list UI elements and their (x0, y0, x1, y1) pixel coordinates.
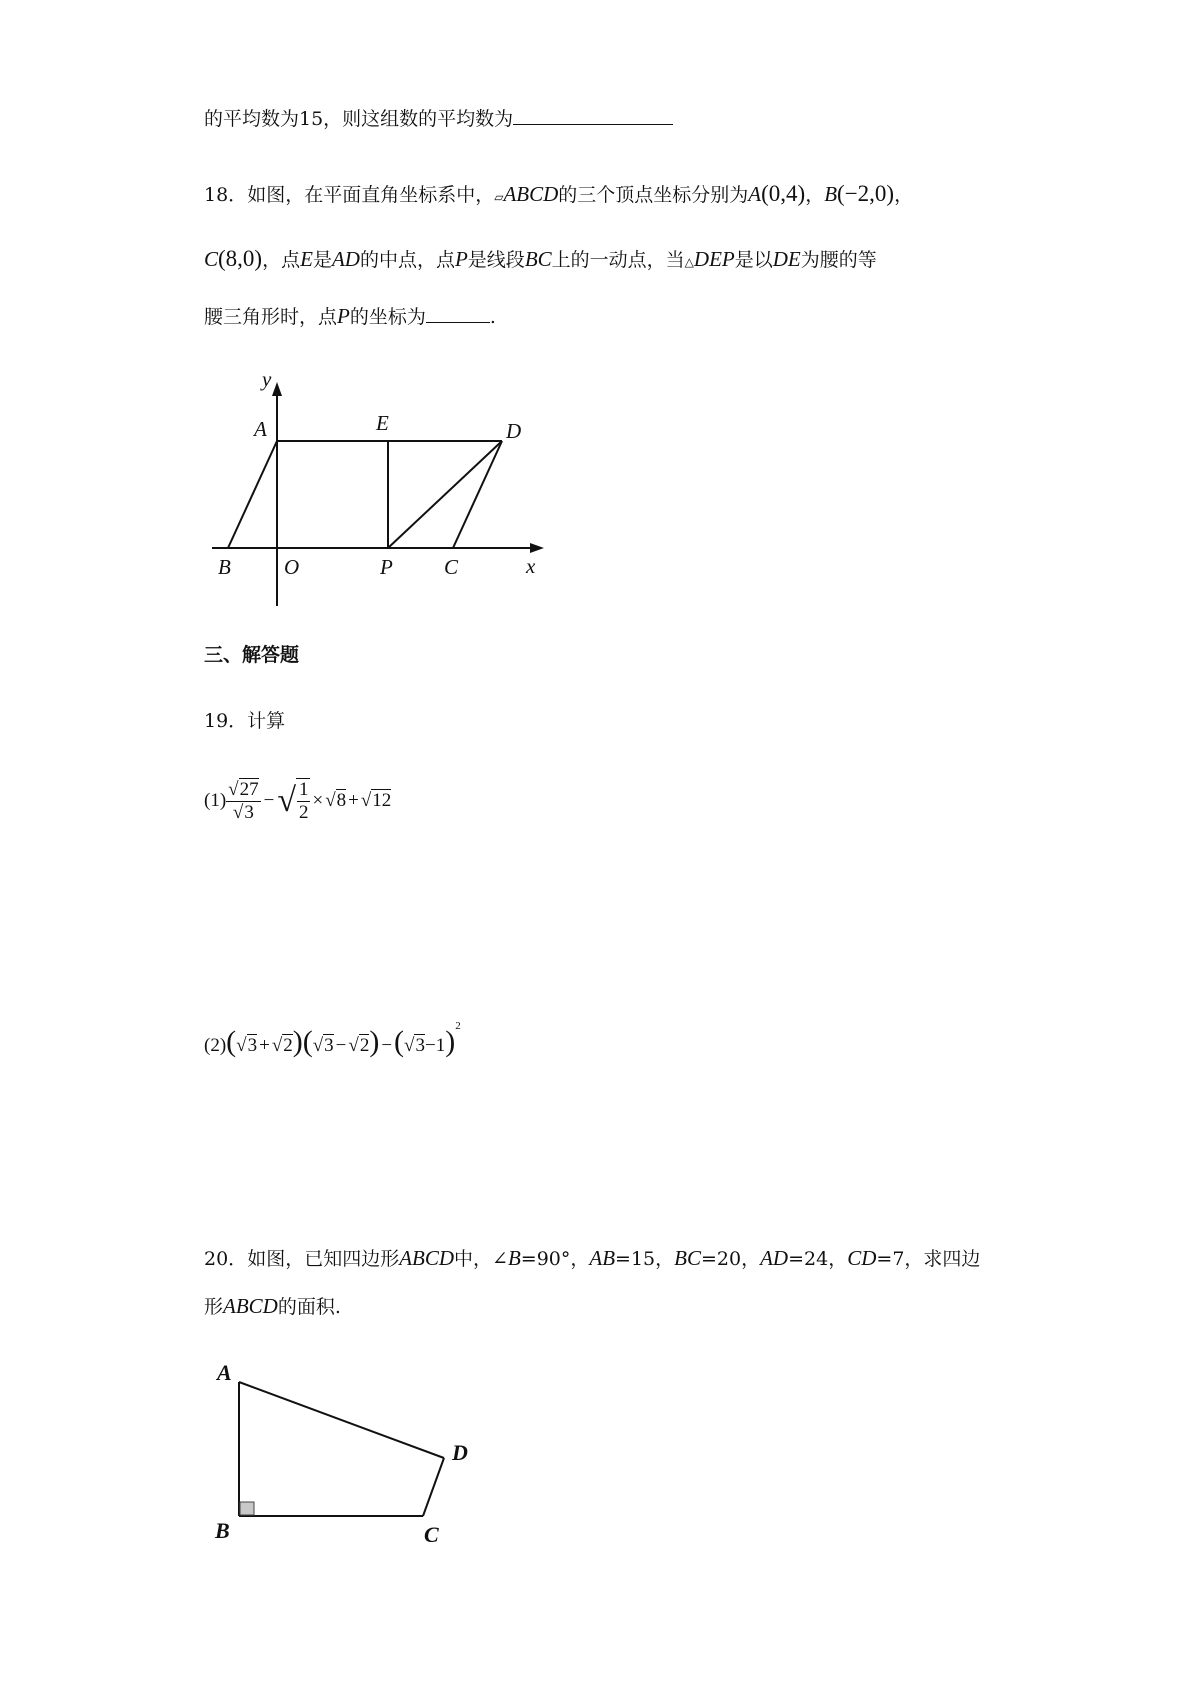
radicand: 3 (415, 1035, 425, 1056)
fraction-sqrt27-over-sqrt3: $\frac{√27}{√3}$ (228, 778, 259, 823)
point-p-label: P (337, 304, 350, 328)
q18-text: 的中点，点 (359, 249, 455, 271)
label-c: C (424, 1522, 439, 1547)
radicand: 12 (372, 790, 392, 811)
q18-text: 是线段 (467, 249, 525, 271)
q18-text: 的坐标为 (349, 306, 426, 328)
q18-text: 的三个顶点坐标分别为 (558, 184, 749, 206)
operator: + (348, 790, 359, 811)
q20-line1 (204, 1244, 980, 1271)
label-d: D (506, 419, 522, 443)
label-b: B (218, 555, 231, 579)
segment-bc: BC (524, 247, 552, 271)
point-b-label: B (824, 182, 838, 206)
segment-ad: AD (331, 247, 360, 271)
q20-text: 如图，已知四边形 (247, 1248, 400, 1270)
fraction-half: $\frac{1}{2}$ (296, 778, 311, 824)
point-b-coords: (−2,0) (837, 181, 895, 206)
q18-text: 腰三角形时，点 (204, 306, 338, 328)
point-a-coords: (0,4) (761, 181, 806, 206)
operator: − (381, 1035, 393, 1056)
segment-bc: BC (674, 1246, 701, 1270)
operator: − (263, 790, 275, 811)
y-axis-arrow (272, 382, 282, 396)
segment-cd: CD (847, 1246, 877, 1270)
q20-text: =24， (788, 1248, 848, 1270)
q18-number: 18． (204, 184, 248, 206)
q20-text: 的面积. (277, 1296, 341, 1318)
quad-abcd: ABCD (399, 1246, 455, 1270)
label-d: D (452, 1440, 468, 1465)
q20-number: 20． (204, 1248, 248, 1270)
triangle-dep: DEP (693, 247, 735, 271)
q18-line1 (204, 180, 913, 207)
comma: ， (894, 184, 914, 206)
q17-tail (204, 104, 673, 131)
operator: × (312, 790, 324, 811)
radicand: 3 (324, 1035, 334, 1056)
point-c-coords: (8,0) (218, 246, 263, 271)
q20-line2 (204, 1292, 341, 1319)
q18-figure (200, 368, 560, 608)
period: . (489, 306, 496, 328)
operator: − (335, 1035, 347, 1056)
triangle-symbol: △ (684, 255, 694, 269)
label-o: O (284, 555, 300, 579)
q20-text: 形 (204, 1296, 224, 1318)
label-a: A (217, 1360, 232, 1385)
part-label: (2) (204, 1035, 227, 1056)
label-x: x (526, 554, 536, 578)
q20-text: =90°， (520, 1248, 590, 1270)
q20-text: 中，∠ (454, 1248, 508, 1270)
comma: ， (805, 184, 825, 206)
right-angle-marker (240, 1502, 254, 1515)
quad-abcd: ABCD (223, 1294, 278, 1318)
term: −1 (424, 1035, 446, 1056)
label-b: B (215, 1518, 230, 1543)
segment-de: DE (772, 247, 801, 271)
radicand: 2 (359, 1035, 370, 1056)
q18-text: ，点 (262, 249, 301, 271)
angle-b: B (507, 1246, 521, 1270)
q20-text: =20， (701, 1248, 761, 1270)
segment-ad: AD (760, 1246, 789, 1270)
point-c-label: C (204, 247, 219, 271)
q18-text: 如图，在平面直角坐标系中， (247, 184, 495, 206)
label-a: A (254, 417, 267, 441)
q17-answer-blank[interactable] (513, 124, 673, 125)
q20-text: =15， (615, 1248, 675, 1270)
q20-text: =7，求四边 (876, 1248, 981, 1270)
sqrt-sign: √ (277, 782, 296, 819)
point-a-label: A (748, 182, 762, 206)
q19-part1: (1) $\frac{√27}{√3}$ −√ $\frac{1}{2}$ × √8 + √12 (204, 778, 392, 823)
label-e: E (376, 411, 389, 435)
section-title: 三、解答题 (204, 644, 300, 666)
label-y: y (262, 368, 272, 391)
segment-pd (388, 441, 502, 548)
q18-text: 为腰的等 (800, 249, 877, 271)
exponent: 2 (455, 1020, 461, 1032)
part-label: (1) (204, 790, 227, 811)
radicand: 3 (247, 1035, 258, 1056)
radicand: 2 (283, 1035, 293, 1056)
q18-answer-blank[interactable] (426, 322, 490, 323)
side-ab (228, 441, 277, 548)
q18-line2 (204, 245, 877, 272)
radicand: 27 (239, 778, 259, 800)
q18-line3 (204, 302, 496, 329)
label-p: P (380, 555, 393, 579)
q19-title: 19．计算 (204, 710, 286, 732)
x-axis-arrow (530, 543, 544, 553)
q17-tail-text: 的平均数为15，则这组数的平均数为 (204, 108, 514, 130)
side-ad (239, 1382, 444, 1458)
point-e-label: E (300, 247, 313, 271)
q18-text: 上的一动点，当 (551, 249, 685, 271)
side-dc (453, 441, 502, 548)
q18-text: 是以 (734, 249, 773, 271)
operator: + (259, 1035, 270, 1056)
q18-abcd: ABCD (503, 182, 559, 206)
label-c: C (444, 555, 459, 579)
segment-ab: AB (589, 1246, 616, 1270)
parallelogram-symbol: ▱ (494, 190, 504, 204)
side-cd (423, 1458, 444, 1516)
radicand: 3 (244, 801, 254, 823)
q19-part2: $(2)(√3 + √2)(√3 - √2) -(√3-1)^2$ (204, 1020, 461, 1058)
radicand: 8 (336, 790, 347, 811)
q20-figure (210, 1358, 490, 1558)
point-p-label: P (454, 247, 468, 271)
q18-text: 是 (312, 249, 332, 271)
